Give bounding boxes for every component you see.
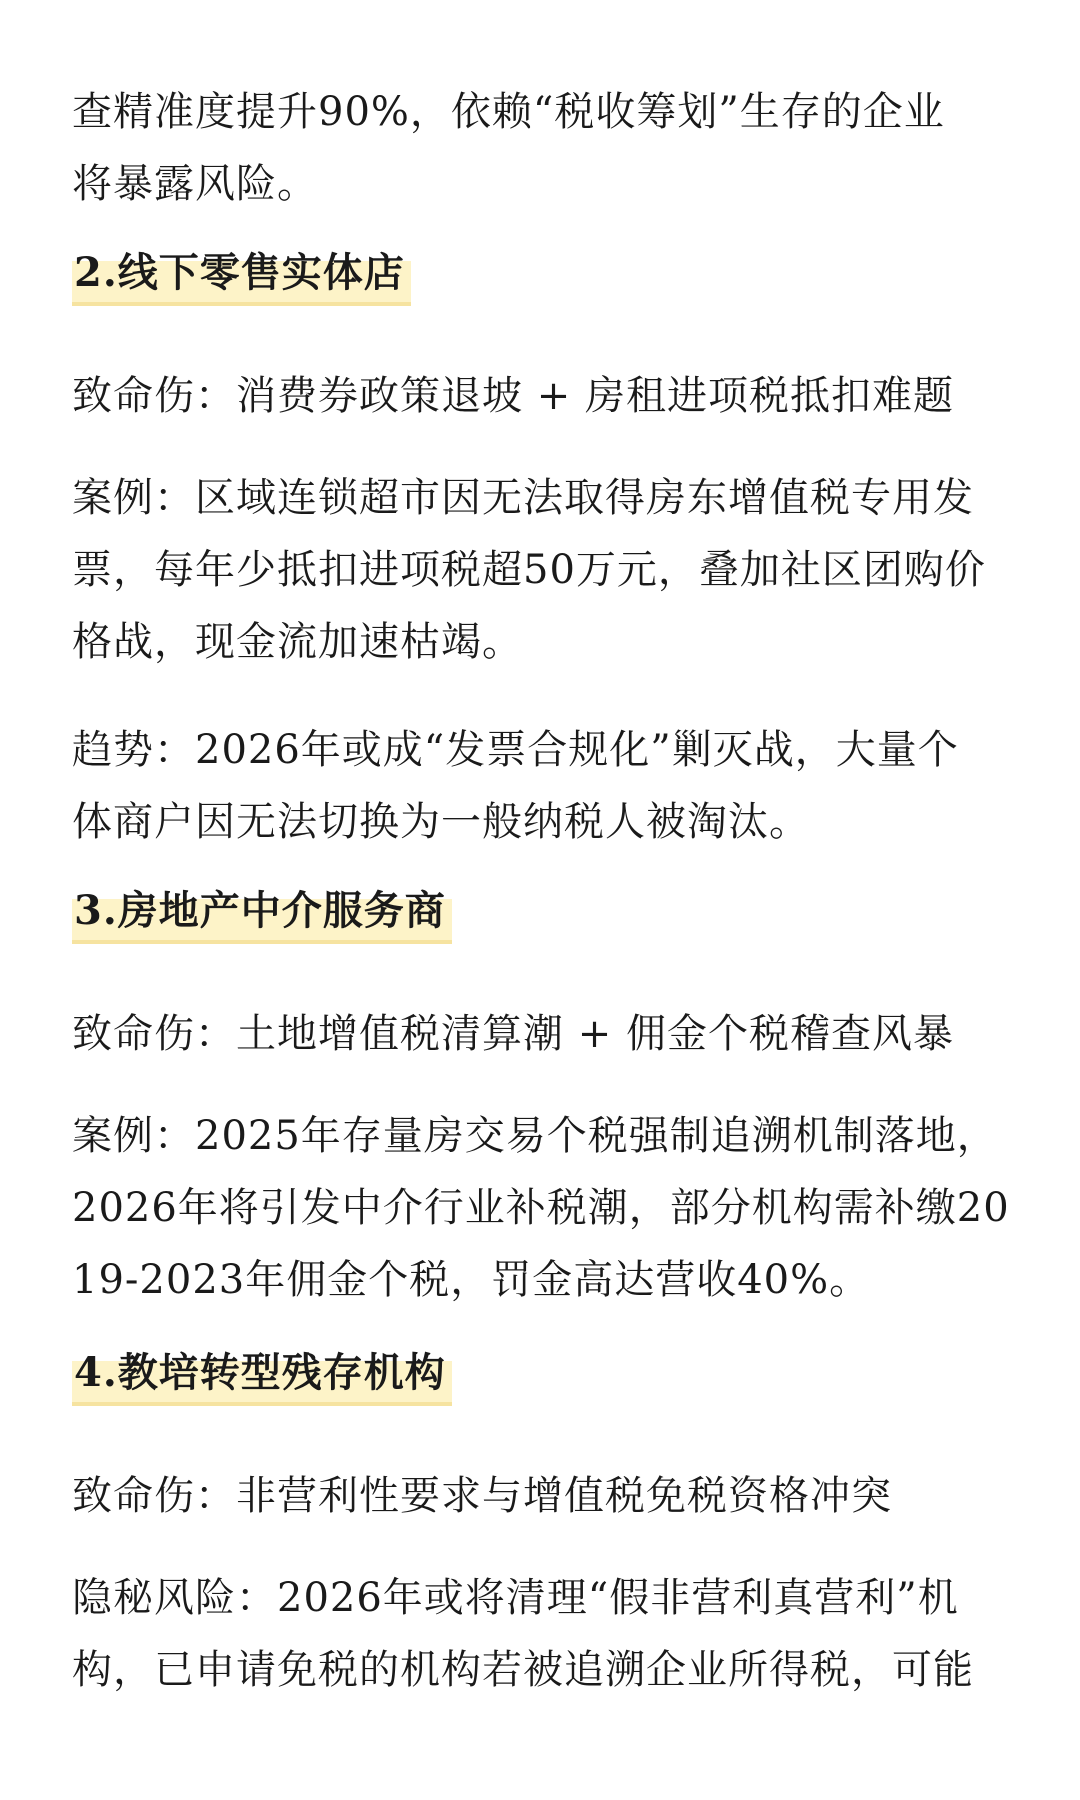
education-fatal-wound: 致命伤：非营利性要求与增值税免税资格冲突 [72,1473,892,1519]
retail-case: 案例：区域连锁超市因无法取得房东增值税专用发 票，每年少抵扣进项税超50万元，叠加社区团购价 格战，现金流加速枯竭。 [72,475,986,665]
section-heading-education: 4.教培转型残存机构 [72,1342,452,1406]
retail-fatal-wound: 致命伤：消费券政策退坡 + 房租进项税抵扣难题 [72,373,954,419]
intro-paragraph: 查精准度提升90%，依赖“税收筹划”生存的企业 将暴露风险。 [72,89,945,207]
education-hidden-risk: 隐秘风险：2026年或将清理“假非营利真营利”机 构，已申请免税的机构若被追溯企业所得税，可能 [72,1575,974,1693]
real-estate-case: 案例：2025年存量房交易个税强制追溯机制落地， 2026年将引发中介行业补税潮，部分机构需补缴20 19-2023年佣金个税，罚金高达营收40%。 [72,1113,1010,1303]
real-estate-fatal-wound: 致命伤：土地增值税清算潮 + 佣金个税稽查风暴 [72,1011,954,1057]
retail-trend: 趋势：2026年或成“发票合规化”剿灭战，大量个 体商户因无法切换为一般纳税人被淘汰。 [72,727,959,845]
section-heading-real-estate: 3.房地产中介服务商 [72,880,452,944]
section-heading-retail: 2.线下零售实体店 [72,242,411,306]
